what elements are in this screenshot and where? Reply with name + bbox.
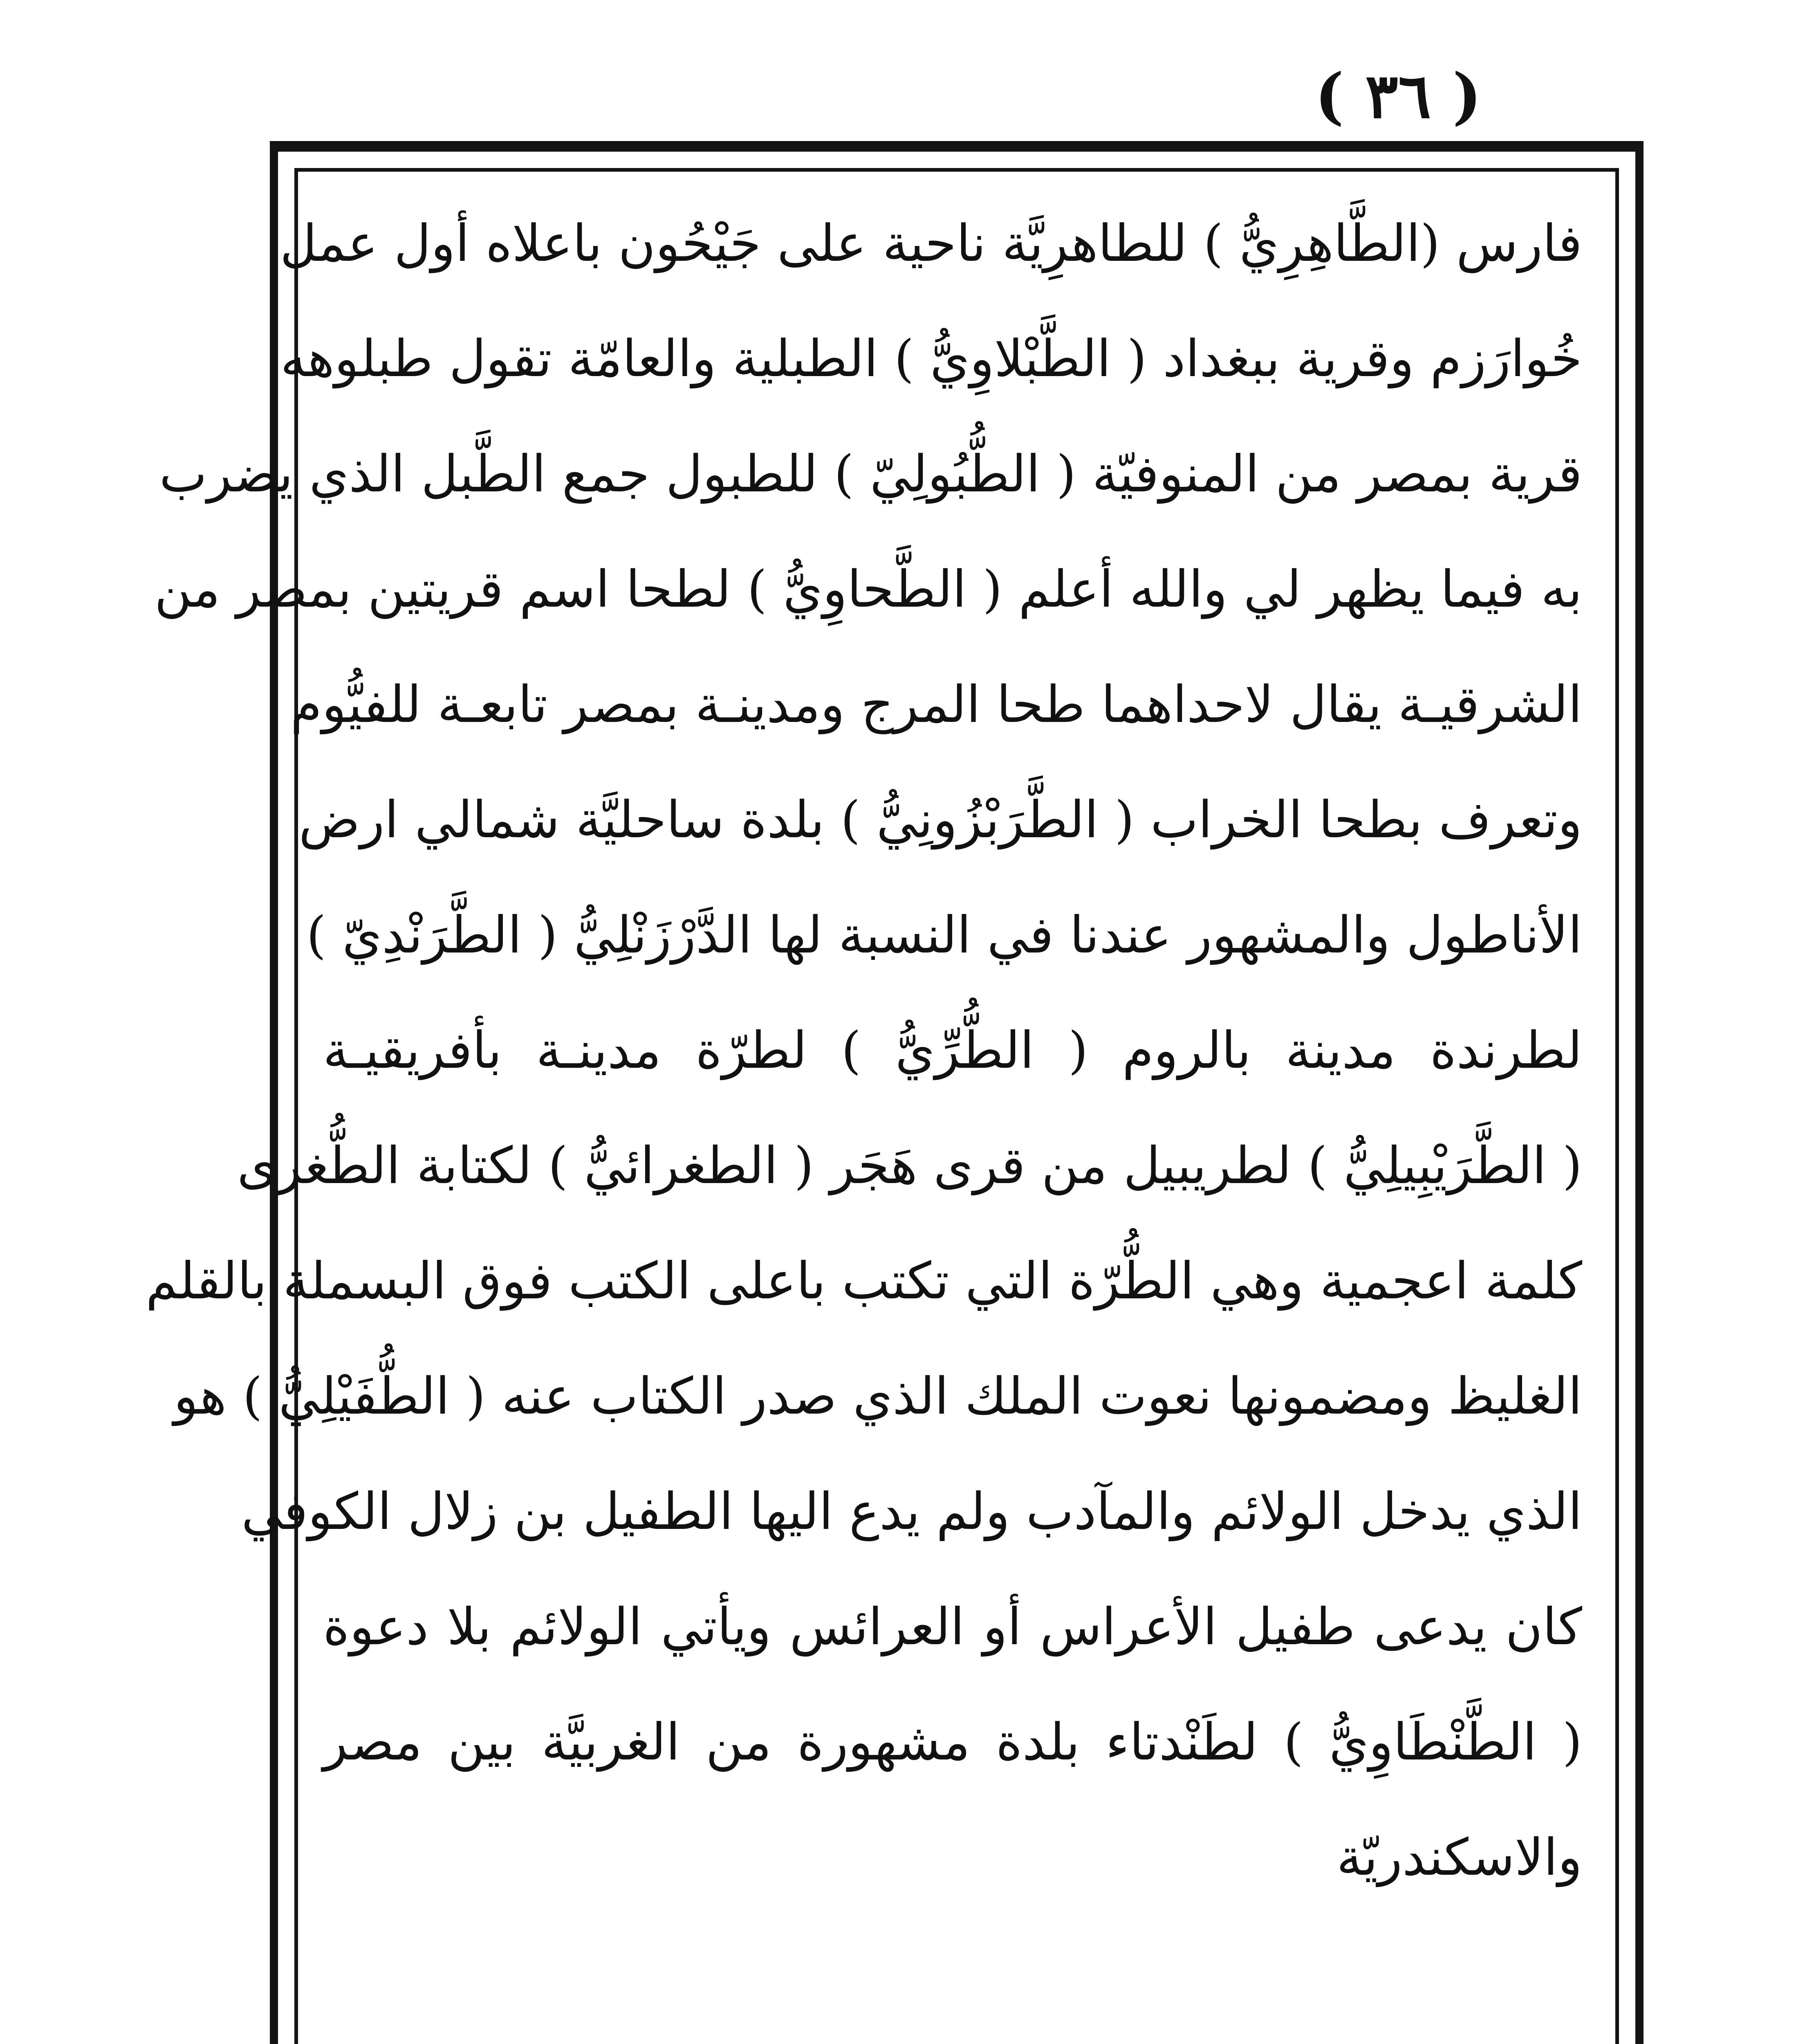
text-body <box>146 186 1582 1915</box>
text-line: كلمة اعجمية وهي الطُّرّة التي تكتب باعلى الكتب فوق البسملة بالقلم <box>146 1252 1582 1311</box>
text-line: كان يدعى طفيل الأعراس أو العرائس ويأتي الولائم بلا دعوة <box>323 1598 1582 1656</box>
text-line: الغليظ ومضمونها نعوت الملك الذي صدر الكتاب عنه ( الطُّفَيْلِيُّ ) هو <box>173 1367 1582 1426</box>
text-line: قرية بمصر من المنوفيّة ( الطُّبُولِيّ ) للطبول جمع الطَّبل الذي يضرب <box>159 445 1582 504</box>
text-line: لطرندة مدينة بالروم ( الطُّرِّيُّ ) لطرّة مدينـة بأفريقيـة <box>323 1021 1582 1080</box>
text-line: فارس (الطَّاهِرِيُّ ) للطاهرِيَّة ناحية على جَيْحُون باعلاه أول عمل <box>280 214 1582 273</box>
text-line: الأناطول والمشهور عندنا في النسبة لها الدَّرْزَنْلِيُّ ( الطَّرَنْدِيّ ) <box>306 906 1582 965</box>
text-line: ( الطَّرَيْبِيلِيُّ ) لطريبيل من قرى هَجَر ( الطغرائيُّ ) لكتابة الطُّغرى <box>237 1136 1582 1195</box>
text-line: به فيما يظهر لي والله أعلم ( الطَّحاوِيُّ ) لطحا اسم قريتين بمصر من <box>154 560 1582 619</box>
text-line: خُوارَزم وقرية ببغداد ( الطَّبْلاوِيُّ ) الطبلية والعامّة تقول طبلوهه <box>280 329 1582 388</box>
page-number: ( ٣٦ ) <box>1315 60 1482 132</box>
text-line: ( الطَّنْطَاوِيُّ ) لطَنْدتاء بلدة مشهورة من الغربيَّة بين مصر <box>323 1713 1582 1772</box>
text-line: وتعرف بطحا الخراب ( الطَّرَبْزُونِيُّ ) بلدة ساحليَّة شمالي ارض <box>298 791 1582 849</box>
text-line: الذي يدخل الولائم والمآدب ولم يدع اليها الطفيل بن زلال الكوفي <box>241 1482 1582 1541</box>
text-line: الشرقيـة يقال لاحداهما طحا المرج ومدينـة بمصر تابعـة للفيُّوم <box>290 675 1582 734</box>
text-line: والاسكندريّة <box>1336 1828 1582 1887</box>
